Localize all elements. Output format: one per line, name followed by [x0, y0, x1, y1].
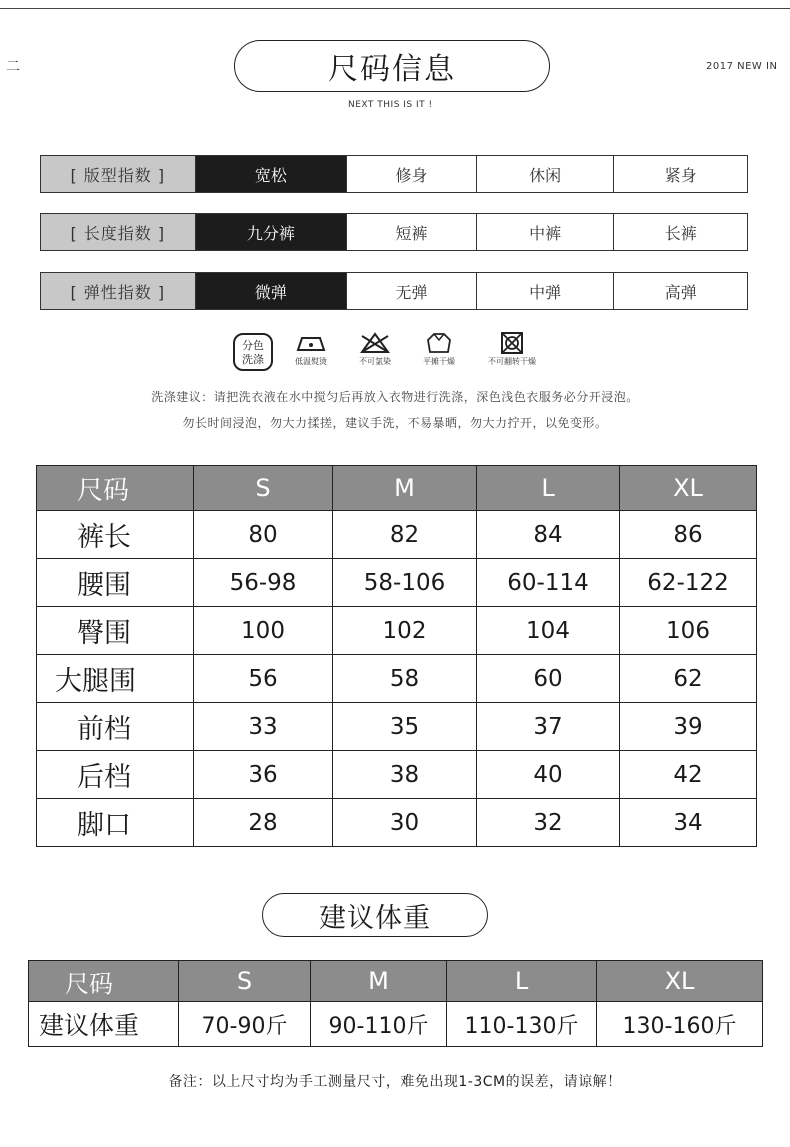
- table-cell: 58: [333, 655, 477, 703]
- footnote: 备注：以上尺寸均为手工测量尺寸，难免出现1-3CM的误差，请谅解！: [168, 1074, 622, 1090]
- weight-table-header: [29, 961, 763, 1002]
- table-cell: 130-160斤: [597, 1002, 763, 1047]
- table-cell: 28: [194, 799, 333, 847]
- header-cell: 尺码: [37, 466, 194, 511]
- header-cell: L: [447, 961, 597, 1002]
- fit-index-option: 紧身: [613, 156, 747, 192]
- no-bleach-caption: 不可氯染: [359, 357, 391, 366]
- fit-index-option: 修身: [346, 156, 476, 192]
- fit-index-row: [40, 155, 748, 193]
- table-cell: 56: [194, 655, 333, 703]
- table-cell: 104: [477, 607, 620, 655]
- header-cell: M: [311, 961, 447, 1002]
- size-table-header: [37, 466, 757, 511]
- row-label: 前档: [37, 703, 194, 751]
- row-label: 裤长: [37, 511, 194, 559]
- table-cell: 60-114: [477, 559, 620, 607]
- table-cell: 110-130斤: [447, 1002, 597, 1047]
- weight-section-title: 建议体重: [262, 893, 488, 937]
- table-cell: 38: [333, 751, 477, 799]
- header-cell: S: [194, 466, 333, 511]
- table-row: [37, 511, 757, 559]
- table-cell: 86: [620, 511, 757, 559]
- length-index-selected: 九分裤: [195, 214, 347, 250]
- weight-table: [28, 960, 763, 1047]
- length-index-row: [40, 213, 748, 251]
- no-tumble-dry-icon: [488, 332, 536, 367]
- flat-dry-icon: [422, 332, 456, 367]
- table-cell: 42: [620, 751, 757, 799]
- header-cell: 尺码: [29, 961, 179, 1002]
- table-cell: 60: [477, 655, 620, 703]
- header-cell: S: [179, 961, 311, 1002]
- table-cell: 58-106: [333, 559, 477, 607]
- length-index-option: 长裤: [613, 214, 747, 250]
- table-cell: 70-90斤: [179, 1002, 311, 1047]
- row-label: 腰围: [37, 559, 194, 607]
- header-cell: XL: [620, 466, 757, 511]
- table-cell: 37: [477, 703, 620, 751]
- elasticity-index-option: 高弹: [613, 273, 747, 309]
- fit-index-option: 休闲: [476, 156, 614, 192]
- elasticity-index-option: 无弹: [346, 273, 476, 309]
- svg-text:分色: 分色: [242, 339, 264, 352]
- table-row: [37, 607, 757, 655]
- table-cell: 39: [620, 703, 757, 751]
- elasticity-index-label: [ 弹性指数 ]: [41, 273, 195, 309]
- low-iron-caption: 低温熨烫: [295, 357, 327, 366]
- separate-wash-icon: [232, 332, 274, 372]
- table-cell: 34: [620, 799, 757, 847]
- table-cell: 40: [477, 751, 620, 799]
- length-index-label: [ 长度指数 ]: [41, 214, 195, 250]
- subtitle: NEXT THIS IS IT !: [348, 100, 433, 110]
- flat-dry-caption: 平摊干燥: [423, 357, 455, 366]
- table-cell: 56-98: [194, 559, 333, 607]
- table-row: [29, 1002, 763, 1047]
- table-cell: 32: [477, 799, 620, 847]
- care-advice-line-1: 洗涤建议：请把洗衣液在水中搅匀后再放入衣物进行洗涤，深色浅色衣服务必分开浸泡。: [151, 390, 639, 404]
- header-cell: XL: [597, 961, 763, 1002]
- top-divider: [0, 8, 790, 9]
- row-label: 建议体重: [29, 1002, 179, 1047]
- table-row: [37, 655, 757, 703]
- table-cell: 30: [333, 799, 477, 847]
- header-cell: L: [477, 466, 620, 511]
- table-row: [37, 751, 757, 799]
- size-table: [36, 465, 757, 847]
- elasticity-index-row: [40, 272, 748, 310]
- table-cell: 80: [194, 511, 333, 559]
- fit-index-label: [ 版型指数 ]: [41, 156, 195, 192]
- length-index-option: 中裤: [476, 214, 614, 250]
- no-tumble-dry-caption: 不可翻转干燥: [488, 357, 536, 366]
- side-mark: 二: [6, 59, 20, 75]
- row-label: 大腿围: [37, 655, 194, 703]
- table-cell: 100: [194, 607, 333, 655]
- row-label: 脚口: [37, 799, 194, 847]
- row-label: 后档: [37, 751, 194, 799]
- table-row: [37, 559, 757, 607]
- row-label: 臀围: [37, 607, 194, 655]
- care-advice-line-2: 勿长时间浸泡，勿大力揉搓，建议手洗，不易暴晒，勿大力拧开，以免变形。: [182, 416, 608, 430]
- low-iron-icon: [294, 332, 328, 367]
- table-row: [37, 799, 757, 847]
- header-cell: M: [333, 466, 477, 511]
- table-cell: 90-110斤: [311, 1002, 447, 1047]
- table-cell: 102: [333, 607, 477, 655]
- table-cell: 62: [620, 655, 757, 703]
- table-cell: 106: [620, 607, 757, 655]
- table-row: [37, 703, 757, 751]
- length-index-option: 短裤: [346, 214, 476, 250]
- elasticity-index-option: 中弹: [476, 273, 614, 309]
- no-bleach-icon: [358, 332, 392, 367]
- table-cell: 62-122: [620, 559, 757, 607]
- fit-index-selected: 宽松: [195, 156, 347, 192]
- table-cell: 33: [194, 703, 333, 751]
- table-cell: 36: [194, 751, 333, 799]
- svg-text:洗涤: 洗涤: [242, 353, 264, 366]
- table-cell: 82: [333, 511, 477, 559]
- table-cell: 35: [333, 703, 477, 751]
- new-in-tag: 2017 NEW IN: [706, 61, 778, 72]
- table-cell: 84: [477, 511, 620, 559]
- page-title: 尺码信息: [234, 40, 550, 92]
- elasticity-index-selected: 微弹: [195, 273, 347, 309]
- care-icons: [232, 332, 562, 376]
